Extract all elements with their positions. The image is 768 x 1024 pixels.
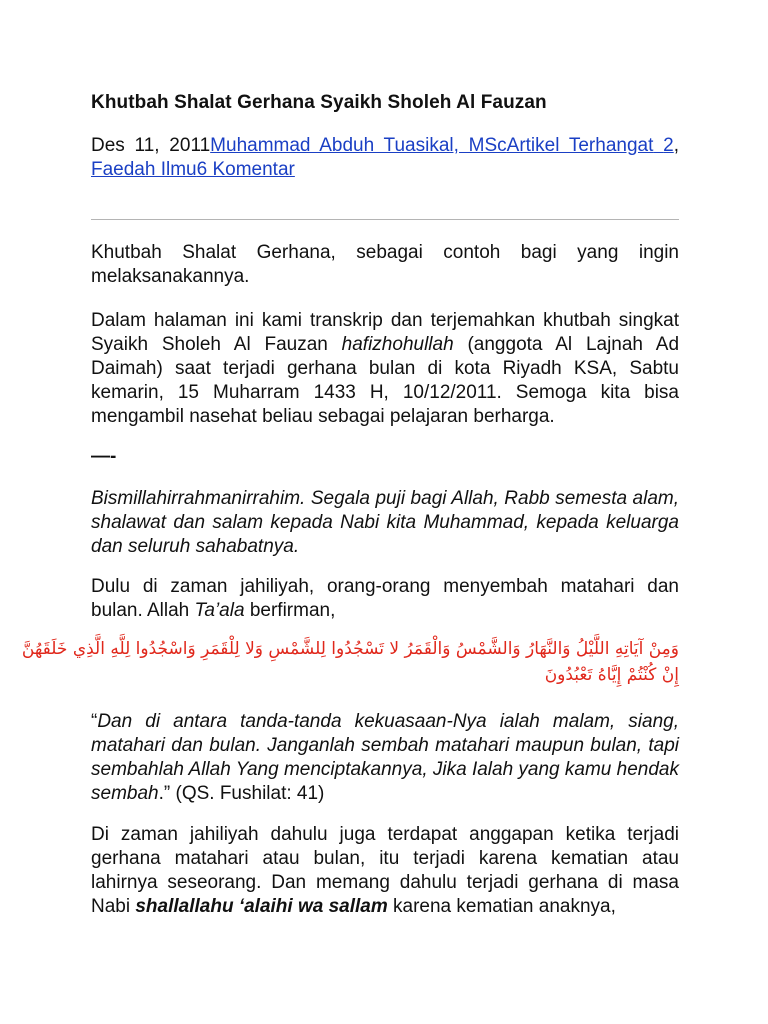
paragraph-text: Di zaman jahiliyah dahulu juga terdapat anggapan ketika terjadi gerhana matahari atau bulan, itu terjadi karena kematian atau lahirnya seseorang. Dan memang dahulu terjadi gerhana di masa Nabi	[91, 824, 679, 917]
paragraph-text: (anggota Al Lajnah Ad Daimah) saat terjadi gerhana bulan di kota Riyadh KSA, Sabtu kemarin, 15 Muharram 1433 H, 10/12/2011. Semoga kita bisa mengambil nasehat beliau sebagai pelajaran berharga.	[91, 334, 680, 427]
paragraph-text: Dulu di zaman jahiliyah, orang-orang menyembah matahari dan bulan. Allah	[91, 576, 679, 621]
honorific-italic: hafizhohullah	[341, 334, 454, 355]
verse-translation-italic: Dan di antara tanda-tanda kekuasaan-Nya ialah malam, siang, matahari dan bulan. Janganlah sembah matahari maupun bulan, tapi sembahlah Allah Yang menciptakannya, Jika Ialah yang kamu hendak sembah	[91, 711, 679, 804]
intro-paragraph: Khutbah Shalat Gerhana, sebagai contoh bagi yang ingin melaksanakannya.	[91, 242, 679, 287]
category-link-faedah-ilmu[interactable]: Faedah Ilmu	[91, 159, 197, 180]
arabic-line-1: وَمِنْ آيَاتِهِ اللَّيْلُ وَالنَّهَارُ وَالشَّمْسُ وَالْقَمَرُ لا تَسْجُدُوا لِلشَّمْسِ وَلا لِلْقَمَرِ وَاسْجُدُوا لِلَّهِ الَّذِي خَلَقَهُنَّ	[21, 639, 679, 659]
post-date: Des 11, 2011	[91, 135, 211, 156]
opening-praise-paragraph	[91, 487, 679, 559]
quran-verse-arabic	[21, 636, 679, 688]
section-dash: —-	[91, 446, 117, 467]
paragraph-eclipse-belief	[91, 823, 679, 919]
article-meta	[91, 134, 679, 182]
comments-link[interactable]: 6 Komentar	[196, 159, 295, 180]
paragraph-text: karena kematian anaknya,	[387, 896, 616, 917]
verse-reference: .” (QS. Fushilat: 41)	[158, 783, 325, 804]
horizontal-divider	[91, 219, 679, 220]
category-label: Artikel Terhangat	[506, 135, 654, 156]
arabic-line-2: إِنْ كُنْتُمْ إِيَّاهُ تَعْبُدُونَ	[544, 665, 679, 685]
category-label-tail: 2	[663, 135, 674, 156]
salawat-italic: shallallahu ‘alaihi wa sallam	[135, 896, 388, 917]
paragraph-text: Dalam halaman ini kami transkrip dan terjemahkan khutbah singkat Syaikh Sholeh Al Fauzan	[91, 310, 679, 355]
paragraph-transcript-intro	[91, 309, 679, 429]
opening-praise-italic: Bismillahirrahmanirrahim. Segala puji bagi Allah, Rabb semesta alam, shalawat dan salam kepada Nabi kita Muhammad, kepada keluarga dan seluruh sahabatnya.	[91, 488, 679, 557]
author-link[interactable]: Muhammad Abduh Tuasikal, MSc	[210, 135, 507, 156]
paragraph-jahiliyah	[91, 575, 679, 623]
meta-separator: ,	[673, 135, 679, 156]
open-quote: “	[91, 711, 98, 732]
category-link-artikel-terhangat[interactable]	[507, 135, 674, 156]
paragraph-text: berfirman,	[244, 600, 336, 621]
verse-translation-paragraph	[91, 710, 679, 806]
article-title: Khutbah Shalat Gerhana Syaikh Sholeh Al Fauzan	[91, 92, 547, 113]
taala-italic: Ta’ala	[194, 600, 245, 621]
